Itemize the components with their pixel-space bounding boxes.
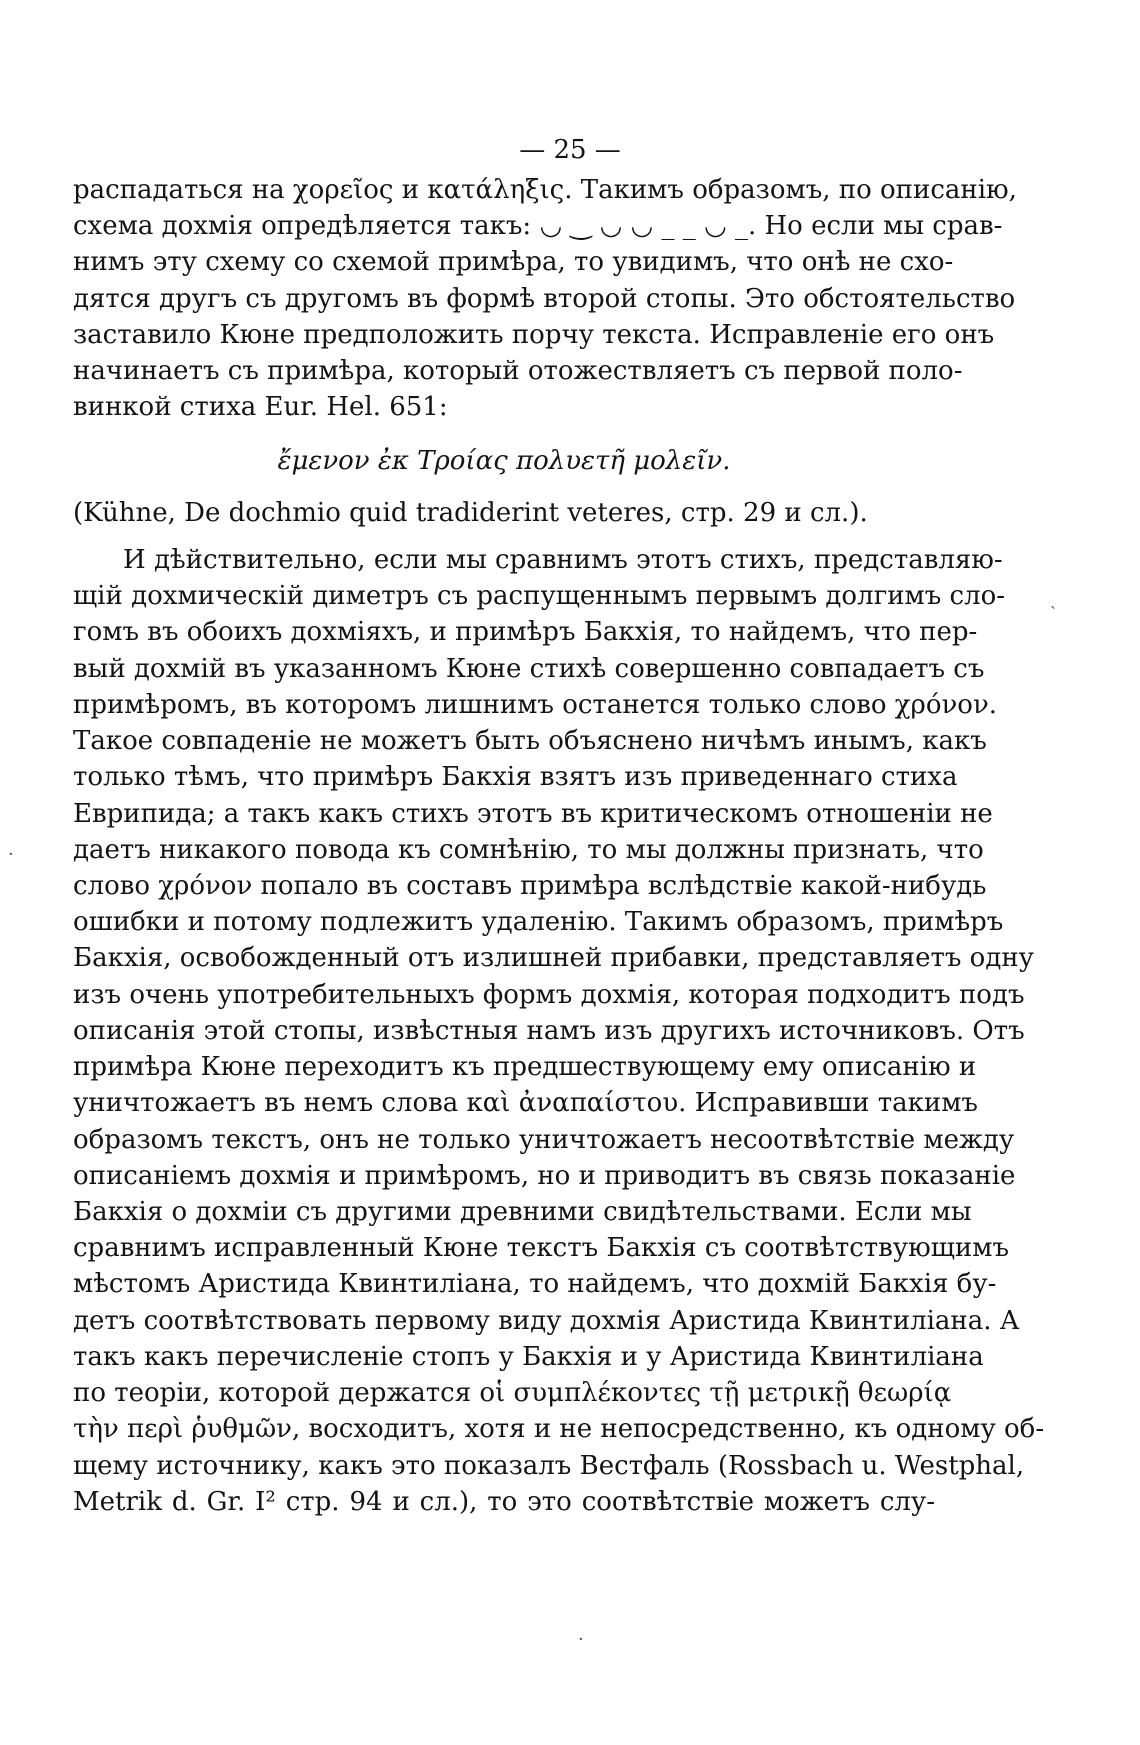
text-line: щему источнику, какъ это показалъ Вестфаль (Rossbach u. Westphal,	[73, 1451, 1025, 1481]
text-line: Metrik d. Gr. I² стр. 94 и сл.), то это соотвѣтствіе можетъ слу-	[73, 1487, 935, 1517]
text-line: дятся другъ съ другомъ въ формѣ второй стопы. Это обстоятельство	[73, 284, 1016, 314]
text-line: винкой стиха Eur. Hel. 651:	[73, 392, 448, 422]
margin-speck-mark: ˏ	[1050, 589, 1056, 610]
paragraph-start: И дѣйствительно, если мы сравнимъ этотъ стихъ, представляю-	[123, 545, 1003, 575]
text-line: изъ очень употребительныхъ формъ дохмія, которая подходитъ подъ	[73, 980, 1025, 1010]
text-line: по теоріи, которой держатся οἱ συμπλέκοντες τῇ μετρικῇ θεωρίᾳ	[73, 1378, 952, 1408]
text-line: детъ соотвѣтствовать первому виду дохмія Аристида Квинтиліана. А	[73, 1306, 1020, 1336]
text-line: Еврипида; а такъ какъ стихъ этотъ въ критическомъ отношеніи не	[73, 799, 993, 829]
text-line: даетъ никакого повода къ сомнѣнію, то мы должны признать, что	[73, 835, 984, 865]
text-line: уничтожаетъ въ немъ слова καὶ ἀναπαίστου. Исправивши такимъ	[73, 1088, 978, 1118]
text-line: нимъ эту схему со схемой примѣра, то увидимъ, что онѣ не схо-	[73, 247, 954, 277]
text-line: слово χρόνον попало въ составъ примѣра вслѣдствіе какой-нибудь	[73, 871, 987, 901]
text-line: начинаетъ съ примѣра, который отожествляетъ съ первой поло-	[73, 356, 963, 386]
text-line: примѣра Кюне переходитъ къ предшествующему ему описанію и	[73, 1052, 977, 1082]
margin-speck-mark: ·	[8, 844, 14, 865]
text-line: только тѣмъ, что примѣръ Бакхія взятъ изъ приведеннаго стиха	[73, 762, 958, 792]
text-line: схема дохмія опредѣляется такъ: ◡ ‿ ◡ ◡ _ _ ◡ _. Но если мы срав-	[73, 211, 1003, 241]
bottom-speck-mark: ·	[578, 1629, 584, 1650]
page-number: — 25 —	[519, 135, 621, 165]
text-line: примѣромъ, въ которомъ лишнимъ останется только слово χρόνον.	[73, 690, 998, 720]
text-line: описаніемъ дохмія и примѣромъ, но и приводитъ въ связь показаніе	[73, 1161, 1016, 1191]
citation: (Kühne, De dochmio quid tradiderint veteres, стр. 29 и сл.).	[73, 498, 868, 528]
greek-quotation: ἔμενον ἐκ Τροίας πολυετῆ μολεῖν.	[277, 446, 731, 476]
text-line: τὴν περὶ ῥυθμῶν, восходитъ, хотя и не непосредственно, къ одному об-	[73, 1414, 1045, 1444]
text-line: образомъ текстъ, онъ не только уничтожаетъ несоотвѣтствіе между	[73, 1125, 1015, 1155]
text-line: мѣстомъ Аристида Квинтиліана, то найдемъ, что дохмій Бакхія бу-	[73, 1269, 997, 1299]
text-line: Бакхія, освобожденный отъ излишней прибавки, представляетъ одну	[73, 943, 1034, 973]
text-line: описанія этой стопы, извѣстныя намъ изъ другихъ источниковъ. Отъ	[73, 1016, 1025, 1046]
text-line: гомъ въ обоихъ дохміяхъ, и примѣръ Бакхія, то найдемъ, что пер-	[73, 617, 978, 647]
text-line: Такое совпаденіе не можетъ быть объяснено ничѣмъ инымъ, какъ	[73, 726, 987, 756]
text-line: заставило Кюне предположить порчу текста. Исправленіе его онъ	[73, 320, 995, 350]
text-line: щій дохмическій диметръ съ распущеннымъ первымъ долгимъ сло-	[73, 581, 1006, 611]
text-line: ошибки и потому подлежитъ удаленію. Такимъ образомъ, примѣръ	[73, 907, 1004, 937]
text-line: такъ какъ перечисленіе стопъ у Бакхія и у Аристида Квинтиліана	[73, 1342, 984, 1372]
text-line: распадаться на χορεῖος и κατάληξις. Такимъ образомъ, по описанію,	[73, 175, 1017, 205]
text-line: Бакхія о дохміи съ другими древними свидѣтельствами. Если мы	[73, 1197, 972, 1227]
text-line: вый дохмій въ указанномъ Кюне стихѣ совершенно совпадаетъ съ	[73, 654, 985, 684]
text-line: сравнимъ исправленный Кюне текстъ Бакхія съ соотвѣтствующимъ	[73, 1233, 1009, 1263]
